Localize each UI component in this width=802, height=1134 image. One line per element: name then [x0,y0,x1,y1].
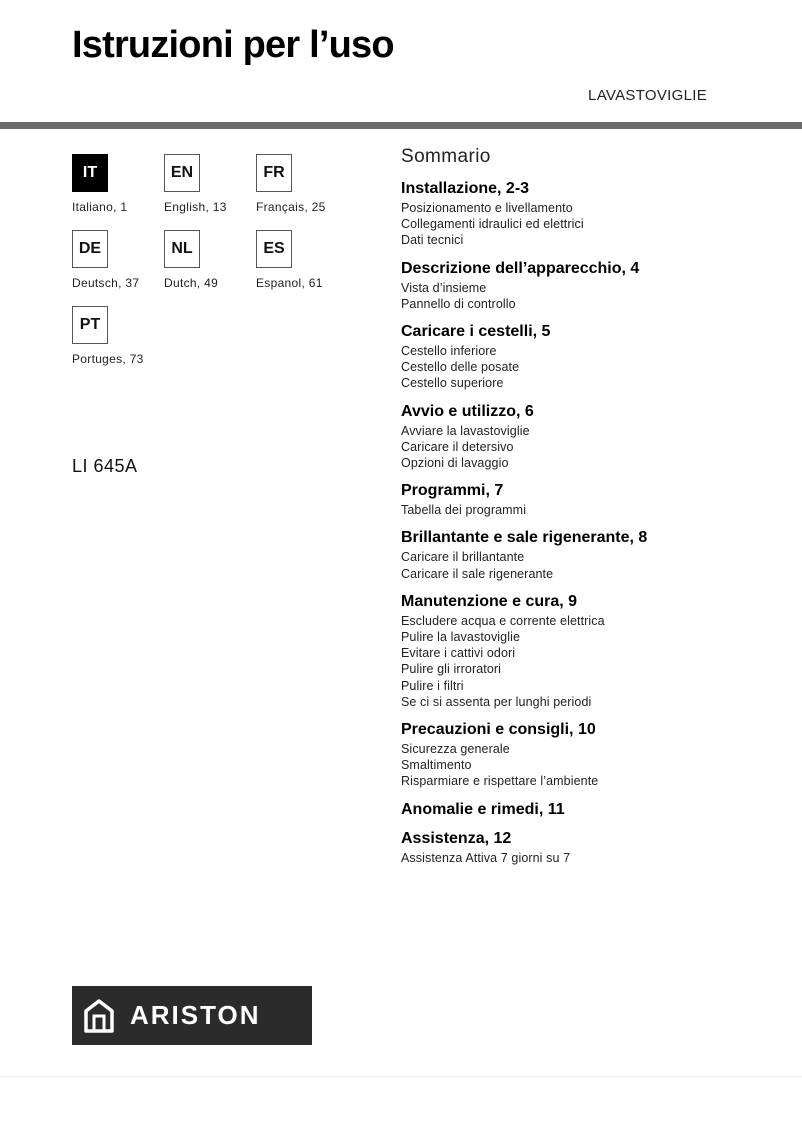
toc-item[interactable]: Evitare i cattivi odori [401,646,516,661]
toc-section [401,830,781,866]
page-title: Istruzioni per l’uso [72,24,394,66]
language-fr[interactable] [256,154,376,214]
toc-section [401,529,781,581]
toc-section-heading[interactable]: Avvio e utilizzo, 6 [401,402,534,420]
brand-name: ARISTON [130,1000,261,1030]
language-label: Portuges, 73 [72,352,144,366]
toc-item[interactable]: Pulire la lavastoviglie [401,630,521,645]
language-code-badge: NL [164,230,200,268]
toc-item[interactable]: Se ci si assenta per lunghi periodi [401,694,592,709]
toc-section-heading[interactable]: Installazione, 2-3 [401,180,530,197]
toc-item[interactable]: Pulire gli irroratori [401,662,502,677]
toc-section-heading[interactable]: Anomalie e rimedi, 11 [401,800,565,818]
language-label: Dutch, 49 [164,276,219,290]
toc-item[interactable]: Tabella dei programmi [401,503,527,518]
toc-sections [401,180,781,866]
toc-item[interactable]: Escludere acqua e corrente elettrica [401,613,605,628]
toc-item[interactable]: Cestello superiore [401,376,504,391]
language-code-badge: FR [256,154,292,192]
toc-item[interactable]: Assistenza Attiva 7 giorni su 7 [401,850,571,865]
language-label: Français, 25 [256,200,326,214]
language-label: Italiano, 1 [72,200,128,214]
toc-section [401,403,781,472]
toc-section [401,721,781,790]
language-code-badge: ES [256,230,292,268]
model-number: LI 645A [72,456,138,476]
language-code-badge: IT [72,154,108,192]
language-code-badge: EN [164,154,200,192]
toc-item[interactable]: Dati tecnici [401,233,464,248]
toc-section-heading[interactable]: Descrizione dell’apparecchio, 4 [401,259,640,277]
ariston-logo [72,986,312,1045]
toc-section [401,593,781,710]
toc-section [401,260,781,312]
toc-section-heading[interactable]: Programmi, 7 [401,482,504,500]
product-category: LAVASTOVIGLIE [588,87,707,104]
toc-item[interactable]: Opzioni di lavaggio [401,456,509,471]
toc-item[interactable]: Caricare il detersivo [401,439,514,454]
toc-section [401,801,781,819]
language-label: English, 13 [164,200,227,214]
toc-item[interactable]: Collegamenti idraulici ed elettrici [401,217,584,232]
toc-item[interactable]: Avviare la lavastoviglie [401,423,530,438]
toc-section-heading[interactable]: Precauzioni e consigli, 10 [401,721,596,739]
language-label: Espanol, 61 [256,276,323,290]
language-pt[interactable] [72,306,192,366]
toc-item[interactable]: Vista d’insieme [401,280,487,295]
language-code-badge: PT [72,306,108,344]
toc-section-heading[interactable]: Brillantante e sale rigenerante, 8 [401,529,648,547]
toc-section [401,180,781,249]
toc-section-heading[interactable]: Caricare i cestelli, 5 [401,323,551,341]
toc-item[interactable]: Risparmiare e rispettare l’ambiente [401,774,599,789]
toc-item[interactable]: Sicurezza generale [401,742,510,757]
toc-item[interactable]: Posizionamento e livellamento [401,201,573,215]
toc-item[interactable]: Cestello inferiore [401,344,497,359]
header-divider [0,122,802,129]
toc-item[interactable]: Pulire i filtri [401,678,464,693]
toc-title: Sommario [401,146,491,167]
toc-section-heading[interactable]: Manutenzione e cura, 9 [401,592,578,610]
language-es[interactable] [256,230,376,290]
toc-item[interactable]: Caricare il sale rigenerante [401,566,554,581]
table-of-contents [401,146,781,877]
toc-section [401,323,781,392]
footer-divider [0,1076,802,1077]
toc-item[interactable]: Cestello delle posate [401,360,520,375]
toc-section [401,482,781,518]
toc-item[interactable]: Pannello di controllo [401,296,516,311]
toc-item[interactable]: Caricare il brillantante [401,550,525,565]
language-label: Deutsch, 37 [72,276,140,290]
language-code-badge: DE [72,230,108,268]
toc-section-heading[interactable]: Assistenza, 12 [401,829,512,847]
house-icon [84,999,114,1033]
toc-item[interactable]: Smaltimento [401,758,472,773]
